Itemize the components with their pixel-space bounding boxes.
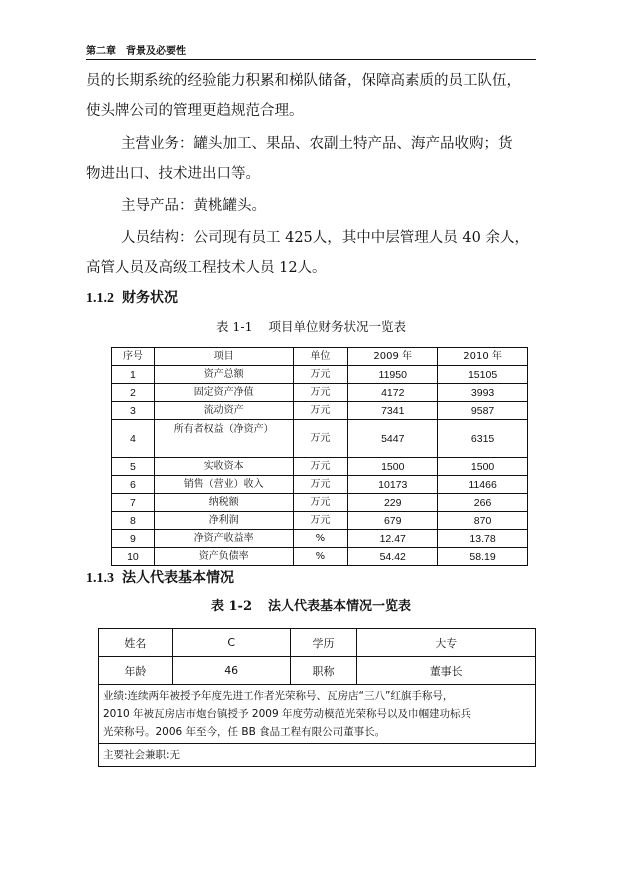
table-cell: 所有者权益（净资产） [154,420,293,458]
table-cell: 净资产收益率 [154,530,293,548]
table-row [112,366,528,384]
table-cell: 6315 [438,420,528,458]
table-cell: 固定资产净值 [154,384,293,402]
table-cell: 万元 [293,494,348,512]
paragraph-line: 人员结构：公司现有员工 425人，其中中层管理人员 40 余人， [121,230,529,246]
table-cell: 2 [112,384,155,402]
table-cell: 万元 [293,366,348,384]
table-cell: 资产总额 [154,366,293,384]
table-row [112,512,528,530]
caption-title: 法人代表基本情况一览表 [268,599,412,614]
table-cell: 13.78 [438,530,528,548]
table-cell: 纳税额 [154,494,293,512]
education-label: 学历 [290,629,357,657]
paragraph-line: 主导产品：黄桃罐头。 [121,198,266,214]
table-cell: 54.42 [348,548,438,566]
table-cell: 4172 [348,384,438,402]
table-caption [86,598,536,616]
table-cell: 10 [112,548,155,566]
section-title: 财务状况 [122,290,178,306]
social-positions-cell: 主要社会兼职:无 [99,744,536,767]
table-caption [86,318,536,336]
job-title-value: 董事长 [357,657,536,685]
table-cell: 7341 [348,402,438,420]
table-cell: 万元 [293,512,348,530]
caption-number: 表 1-2 [210,599,252,614]
table-cell: 58.19 [438,548,528,566]
table-cell: 万元 [293,458,348,476]
table-row [99,685,536,744]
column-header: 2009 年 [348,348,438,366]
education-value: 大专 [357,629,536,657]
table-row [112,494,528,512]
table-cell: 5 [112,458,155,476]
table-cell: 流动资产 [154,402,293,420]
table-row [112,476,528,494]
table-row [99,657,536,685]
table-row [112,384,528,402]
table-cell: 万元 [293,420,348,458]
table-row [112,458,528,476]
table-row [112,548,528,566]
table-row [112,402,528,420]
age-label: 年龄 [99,657,173,685]
financial-status-table [111,347,528,566]
job-title-label: 职称 [290,657,357,685]
paragraph-line: 员的长期系统的经验能力积累和梯队储备，保障高素质的员工队伍， [86,73,521,89]
table-cell: 6 [112,476,155,494]
table-cell: 11950 [348,366,438,384]
table-cell: 11466 [438,476,528,494]
column-header: 序号 [112,348,155,366]
table-cell: % [293,530,348,548]
table-cell: 870 [438,512,528,530]
paragraph-line: 物进出口、技术进出口等。 [86,166,260,182]
table-row [112,420,528,458]
table-header-row [112,348,528,366]
paragraph-line: 高管人员及高级工程技术人员 12人。 [86,260,327,276]
achievements-line: 2010 年被瓦房店市炮台镇授予 2009 年度劳动模范光荣称号以及巾帼建功标兵 [103,708,471,720]
achievements-cell [99,685,536,744]
table-cell: 万元 [293,476,348,494]
name-label: 姓名 [99,629,173,657]
paragraph-line: 主营业务：罐头加工、果品、农副土特产品、海产品收购；货 [121,136,513,152]
caption-title: 项目单位财务状况一览表 [268,319,407,334]
table-cell: 4 [112,420,155,458]
column-header: 单位 [293,348,348,366]
table-cell: 万元 [293,402,348,420]
table-cell: 9 [112,530,155,548]
achievements-line: 业绩:连续两年被授予年度先进工作者光荣称号、瓦房店“三八”红旗手称号， [103,690,454,702]
table-cell: 3 [112,402,155,420]
table-cell: 229 [348,494,438,512]
table-cell: 万元 [293,384,348,402]
legal-representative-table [98,628,536,767]
table-cell: 10173 [348,476,438,494]
table-cell: 7 [112,494,155,512]
page-header-title: 第二章 背景及必要性 [86,46,186,57]
table-cell: 资产负债率 [154,548,293,566]
section-number: 1.1.3 [86,571,114,586]
table-cell: 8 [112,512,155,530]
table-cell: 679 [348,512,438,530]
table-row [99,744,536,767]
caption-number: 表 1-1 [215,319,253,334]
table-cell: 15105 [438,366,528,384]
section-title: 法人代表基本情况 [122,570,234,586]
table-cell: 3993 [438,384,528,402]
table-cell: % [293,548,348,566]
section-heading-financial [86,288,178,309]
table-cell: 266 [438,494,528,512]
table-row [112,530,528,548]
table-cell: 实收资本 [154,458,293,476]
section-number: 1.1.2 [86,291,114,306]
table-cell: 销售（营业）收入 [154,476,293,494]
column-header: 2010 年 [438,348,528,366]
achievements-line: 光荣称号。2006 年至今，任 BB 食品工程有限公司董事长。 [103,726,386,738]
table-cell: 5447 [348,420,438,458]
table-cell: 1 [112,366,155,384]
table-row [99,629,536,657]
table-cell: 12.47 [348,530,438,548]
header-divider [86,59,536,60]
section-heading-legal-rep [86,568,234,589]
table-cell: 净利润 [154,512,293,530]
age-value: 46 [172,657,290,685]
table-cell: 1500 [438,458,528,476]
table-cell: 1500 [348,458,438,476]
name-value: C [172,629,290,657]
column-header: 项目 [154,348,293,366]
table-cell: 9587 [438,402,528,420]
paragraph-line: 使头牌公司的管理更趋规范合理。 [86,103,304,119]
